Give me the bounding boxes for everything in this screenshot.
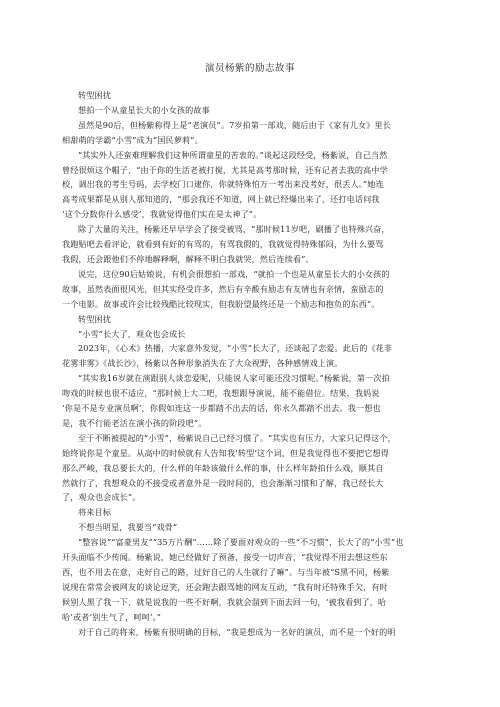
document-title: 演员杨紫的励志故事: [204, 63, 295, 74]
text-line: 转型困扰: [78, 90, 111, 100]
text-line: 我假，还会跟他们不停地解释啊，解释不明白我就哭，然后连续看”。: [62, 253, 314, 264]
text-line: 哈’或者‘别生气了，呵呵’。”: [62, 611, 162, 622]
text-line: “小雪”长大了，观众也会成长: [78, 328, 186, 339]
text-line: ‘这个分数你什么感受’，我就觉得他们实在是太神了”。: [62, 209, 262, 220]
text-line: 然就行了，我想观众的不接受或者意外是一段时间的，也会渐渐习惯和了解，我已经长大: [62, 477, 384, 488]
text-line: 西，也不用去在意，走好自己的路，过好自己的人生就行了嘛”。与当年被“S黑不同，杨紫: [62, 567, 390, 577]
text-line: 吻戏的时候也很不适应，“那时候上大二吧，我想跟导演说，能不能借位。结果，我妈说: [62, 388, 380, 399]
text-line: 曾经很烦这个帽子，“由于你的生活老被打搅，尤其是高考那时候，还有记者去我的高中学: [62, 164, 388, 175]
text-line: 对于自己的将来，杨紫有很明确的目标，“我是想成为一名好的演员，而不是一个好的明: [78, 626, 396, 637]
text-line: ‘你是不是专业演员啊’，你假如连这一步都踏不出去的话，你永久都踏不出去。我一想也: [62, 403, 381, 414]
text-line: 始终说你是个童星。从高中的时候就有人告知我‘转型’这个词，但是我觉得也不要把它想得: [62, 447, 389, 458]
text-line: 将来目标: [78, 507, 111, 518]
text-line: 除了大量的关注，杨紫还早早学会了接受被骂，“那时候11岁吧，刷播了也特殊兴奋，: [78, 224, 390, 235]
text-line: 故事，虽然表面很风光，但其实经受许多，然后有辛酸有励志有友情也有亲情，蛮励志的: [62, 283, 384, 294]
text-line: 校，调出我的考生号码，去学校门口逮你，你就特殊怕万一考出来没考好，很丢人。”她连: [62, 179, 384, 190]
text-line: 那么严峻，我总要长大的，什么样的年龄该做什么样的事，什么样年龄拍什么戏，顺其自: [62, 462, 384, 473]
text-line: 花雾非雾》《战长沙》，杨紫以各种形象消失在了大众视野，各种感情戏上演。: [62, 358, 343, 369]
text-line: 开头面临不少传闻。杨紫说，她已经做好了预备，接受一切声音，“我觉得不用去想这些东: [62, 552, 388, 563]
text-line: “其实我16岁就在演跟别人谈恋爱呢，只能说人家可能还没习惯呢。”杨紫说，第一次拍: [78, 373, 390, 384]
text-line: “其实外人还蛮难理解我们这种所谓童星的苦衷的。”谈起这段经受，杨紫说，自己当然: [78, 149, 388, 160]
document-body: [62, 88, 438, 640]
text-line: 了，观众也会成长”。: [62, 492, 141, 503]
text-line: 高考成果都是从别人那知道的，“那会我还不知道，网上就已经爆出来了，还打电话问我: [62, 194, 380, 205]
text-line: 候别人黑了我一下，就是说我的一些不好啊，我就会溜到下面去回一句，‘被我看到了，哈: [62, 596, 387, 607]
text-line: 是，我不行能老活在演小孩的阶段吧”。: [62, 417, 207, 428]
text-line: 虽然是90后，但杨紫称得上是“老演员”。7岁拍第一部戏，随后由于《家有儿女》里长: [78, 119, 392, 130]
text-line: 不想当明星，我要当“戏骨”: [78, 522, 178, 533]
text-line: 说完，这位90后姑娘说，有机会很想拍一部戏，“就拍一个也是从童星长大的小女孩的: [78, 268, 390, 279]
text-line: 一个电影。故事或许会比较残酷比较现实，但我盼望最终还是一个励志和抱负的东西”。: [62, 298, 380, 309]
text-line: 2023年，《心术》热播，大家意外发觉，“小雪”长大了，还谈起了恋爱。此后的《花非: [78, 343, 393, 354]
text-line: “整容说”“富豪男友”“35万片酬”……除了要面对观众的一些“不习惯”，长大了的“小雪”也: [78, 537, 404, 548]
text-line: 相甜萌的学霸“小雪”成为“国民萝莉”。: [62, 134, 203, 145]
text-line: 说现在常常会被网友的谈论逗笑，还会跑去跟骂她的网友互动，“我有时还特殊手欠，有时: [62, 581, 388, 592]
text-line: 至于不断被提起的“小雪”，杨紫说自己已经习惯了。“其实也有压力，大家只记得这个，: [78, 432, 396, 443]
text-line: 转型困扰: [78, 313, 111, 324]
text-line: 我跑贴吧去看评论，就看到有好的有骂的，有骂我假的，我就觉得特殊郁闷，为什么要骂: [62, 239, 384, 250]
text-line: 想拍一个从童星长大的小女孩的故事: [78, 104, 210, 115]
